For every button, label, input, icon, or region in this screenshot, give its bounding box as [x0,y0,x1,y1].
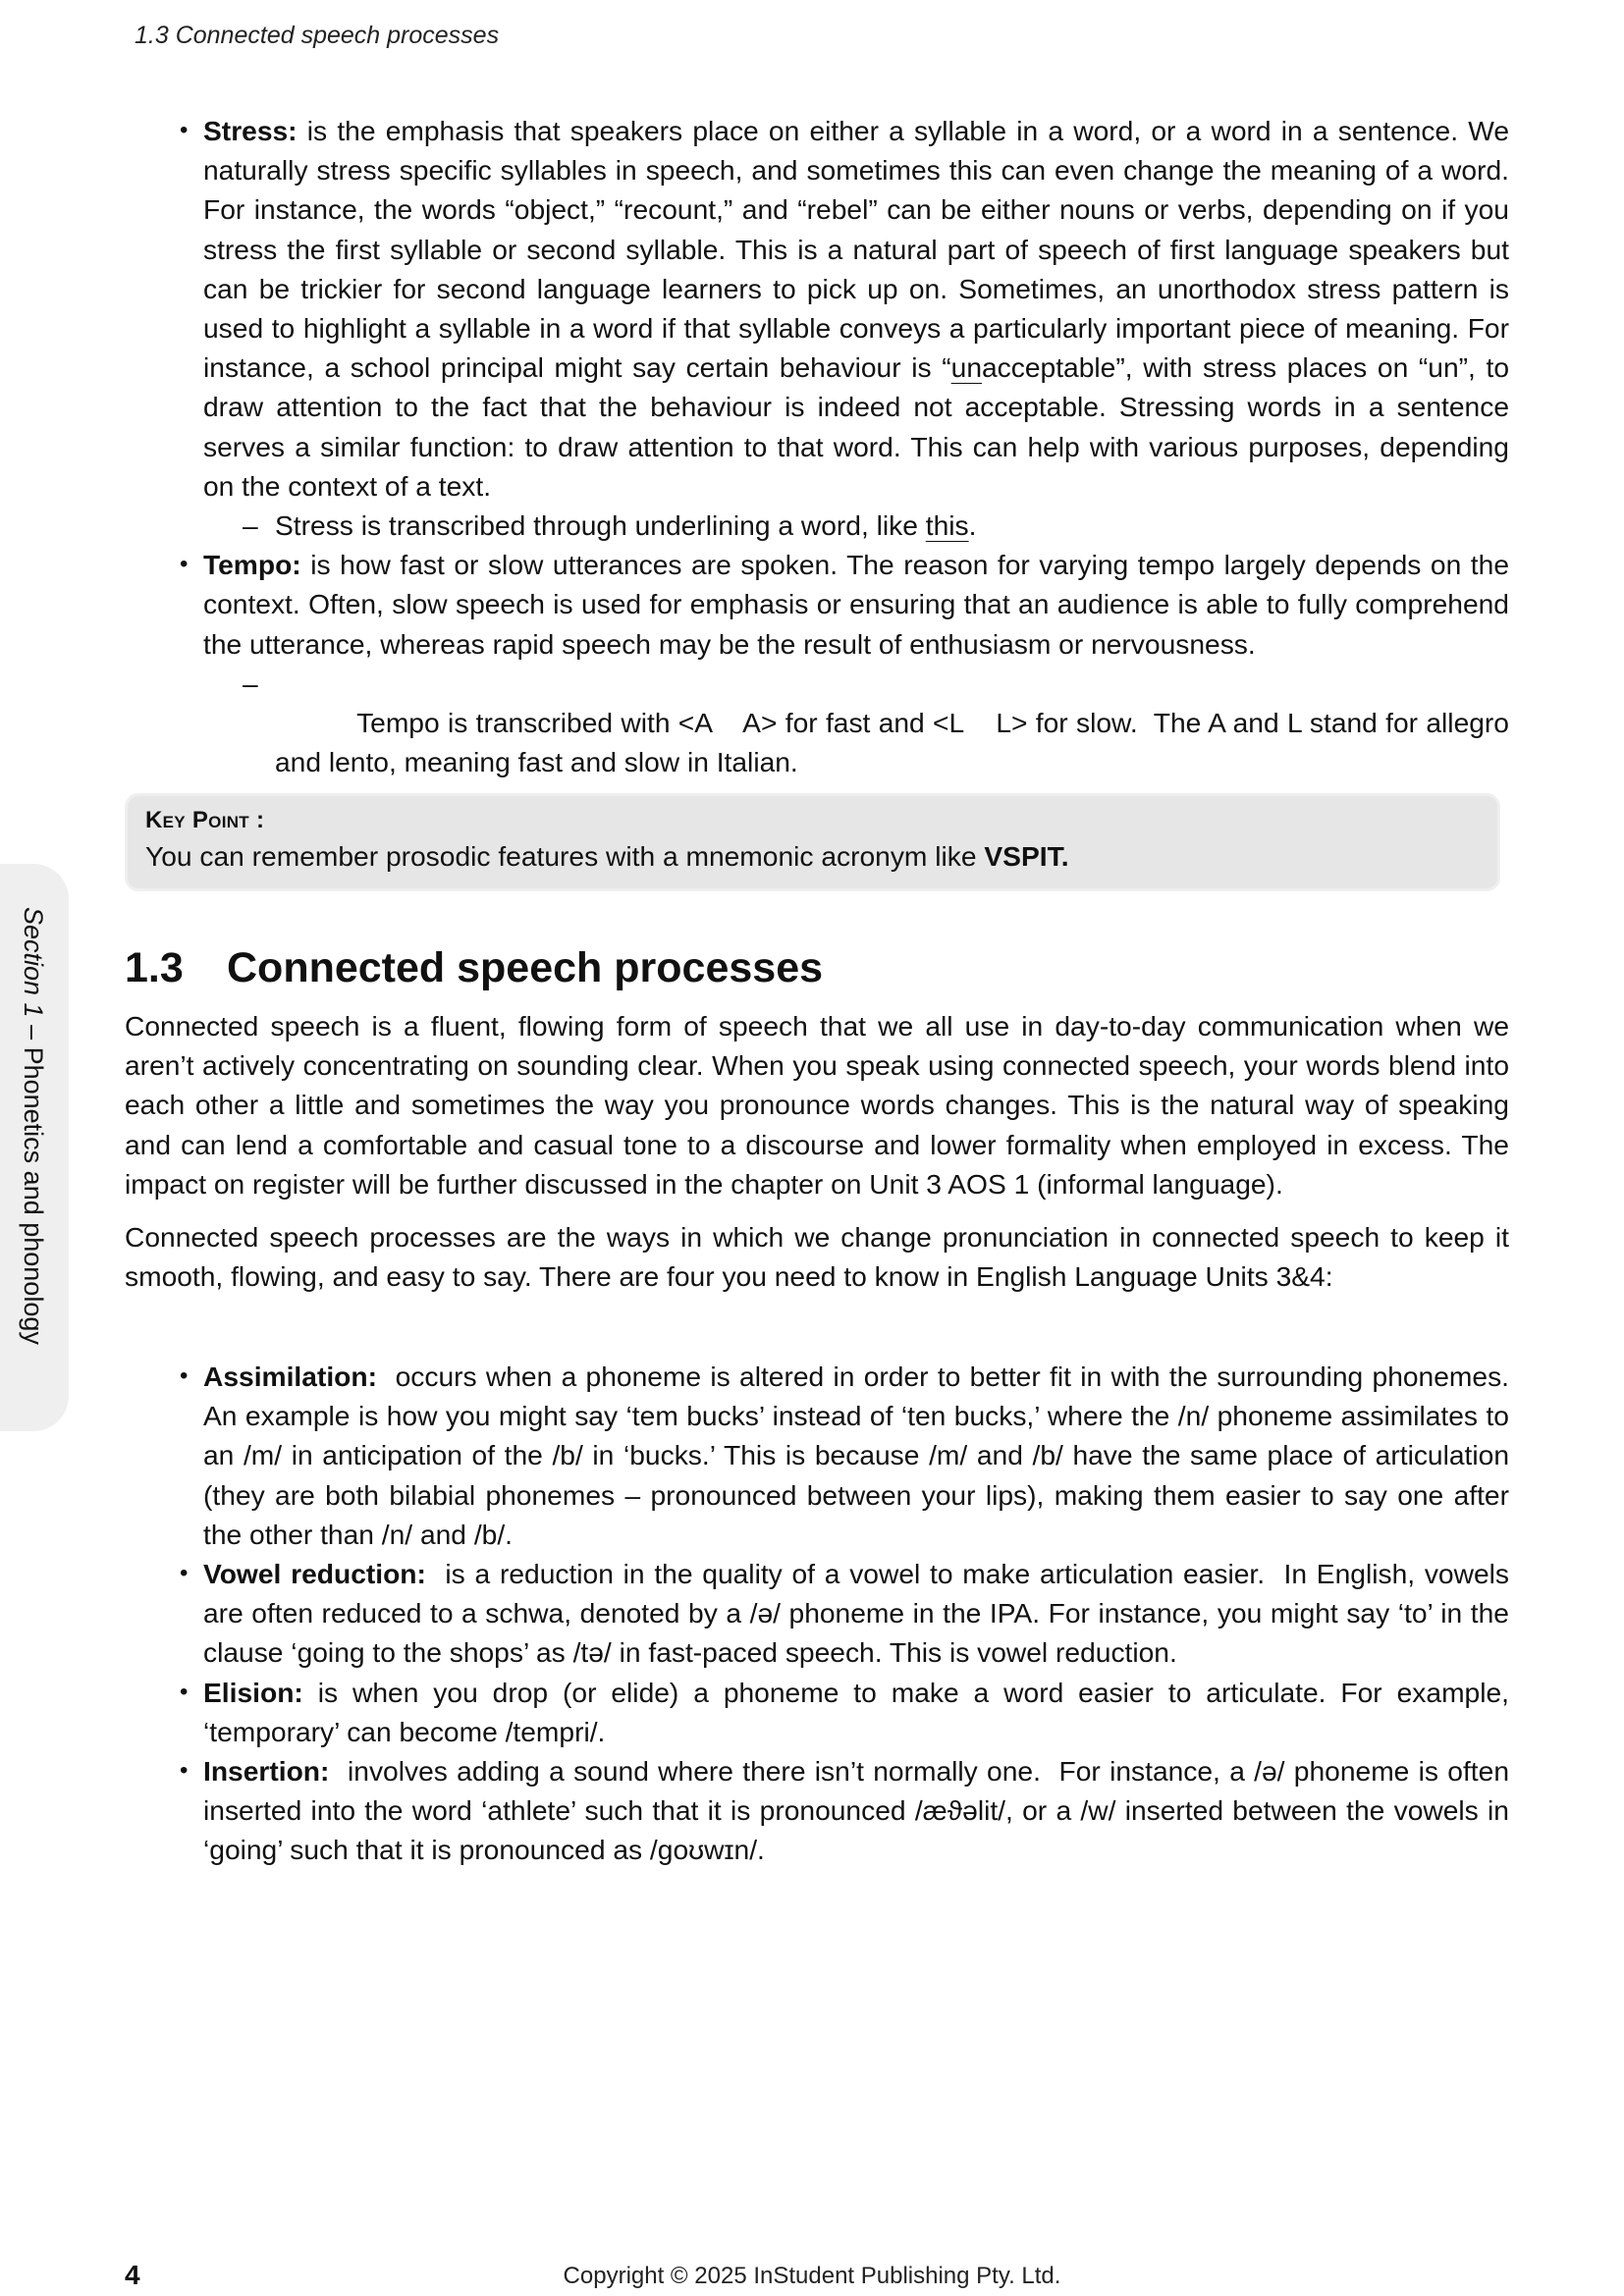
paragraph-processes: Connected speech processes are the ways in which we change pronunciation in connected speech to keep it smooth, flowing, and easy to say. There are four you need to know in English Language Units 3&4: [125,1221,1509,1293]
paragraph-intro: Connected speech is a fluent, flowing form of speech that we all use in day-to-day communication when we aren’t actively concentrating on sounding clear. When you speak using connected speech, your words blend into each other a little and sometimes the way you pronounce words changes. This is the natural way of speaking and can lend a comfortable and casual tone to a discourse and lower formality when employed in excess. The impact on register will be further discussed in the chapter on Unit 3 AOS 1 (informal language). [125,1010,1509,1200]
bullet-icon: • [180,1560,189,1587]
list-item-insertion [125,1751,1517,1870]
page-number: 4 [125,2260,140,2290]
processes-list [125,1357,1525,1870]
assimilation-text: occurs when a phoneme is altered in order to better fit in with the surrounding phonemes. An example is how you might say ‘tem bucks’ instead of ‘ten bucks,’ where the /n/ phoneme assimilates to an /m/ in anticipation of the /b/ in ‘bucks.’ This is because /m/ and /b/ have the same place of articulation (they are both bilabial phonemes – pronounced between your lips), making them easier to say one after the other than /n/ and /b/. [203,1361,1525,1550]
stress-sublist [203,506,1509,545]
key-point-box [125,793,1500,891]
term-vowel-reduction: Vowel reduction: [203,1558,426,1590]
bullet-icon: • [180,1757,189,1785]
dash-icon: – [243,667,258,699]
bullet-icon: • [180,551,189,578]
list-item-assimilation [125,1357,1525,1554]
elision-text: is when you drop (or elide) a phoneme to make a word easier to articulate. For example, ‘temporary’ can become /tempri/. [203,1676,1509,1747]
sub-text: Tempo is transcribed with <A A> for fast and <L L> for slow. The A and L stand for allegro and lento, meaning fast and slow in Italian. [275,707,1517,778]
key-point-title: Key Point : [145,807,265,833]
processes-list-container [125,1357,1525,1870]
term-assimilation: Assimilation: [203,1361,377,1392]
insertion-text: involves adding a sound where there isn’t normally one. For instance, a /ə/ phoneme is often inserted into the word ‘athlete’ such that it is pronounced /æϑəlit/, or a /w/ inserted between the vowels in ‘going’ such that it is pronounced as /goʊwɪn/. [203,1755,1517,1866]
list-item-elision [125,1673,1509,1751]
section-number: 1.3 [125,944,184,991]
term-elision: Elision: [203,1676,303,1708]
section-tab-separator: – [19,1017,48,1047]
running-header: 1.3 Connected speech processes [135,22,500,49]
sub-text: Stress is transcribed through underlining a word, like [275,509,926,542]
list-item-tempo [125,545,1517,821]
section-tab-title: Phonetics and phonology [19,1046,48,1345]
section-side-tab [0,864,69,1431]
vowel-reduction-text: is a reduction in the quality of a vowel to make articulation easier. In English, vowels are often reduced to a schwa, denoted by a /ə/ phoneme in the IPA. For instance, you might say ‘to’ in the clause ‘going to the shops’ as /tə/ in fast-paced speech. This is vowel reduction. [203,1558,1517,1669]
key-point-body: You can remember prosodic features with a mnemonic acronym like [145,840,985,872]
bullet-icon: • [180,117,189,143]
prosody-list-container [125,111,1517,822]
list-item-stress [125,111,1509,545]
dash-icon: – [243,509,258,542]
copyright-notice: Copyright © 2025 InStudent Publishing Pty. Ltd. [563,2263,1061,2289]
list-item-vowel-reduction [125,1554,1517,1673]
prosody-list [125,111,1517,822]
key-point-acronym: VSPIT. [984,840,1069,872]
section-tab-label [18,907,48,1345]
stress-text-2: acceptable”, with stress places on “un”, to draw attention to the fact that the behaviour is indeed not acceptable. Stressing words in a sentence serves a similar function: to draw attention to that word. This can help with various purposes, depending on the context of a text. [203,351,1509,502]
bullet-icon: • [180,1362,189,1389]
section-heading [125,940,823,995]
section-title: Connected speech processes [227,944,824,991]
key-point-text [145,837,1497,875]
term-stress: Stress: [203,115,298,146]
underlined-example: this [925,509,969,542]
tempo-text: is how fast or slow utterances are spoken. The reason for varying tempo largely depends on the context. Often, slow speech is used for emphasis or ensuring that an audience is able to fully comprehend the utterance, whereas rapid speech may be the result of enthusiasm or nervousness. [203,549,1509,660]
section-body [125,1006,1509,1296]
sub-end: . [968,509,977,542]
section-tab-prefix: Section 1 [19,907,48,1018]
bullet-icon: • [180,1678,189,1705]
term-insertion: Insertion: [203,1755,330,1788]
sub-item-stress-transcription [203,506,1509,545]
stressed-syllable: un [950,351,982,384]
term-tempo: Tempo: [203,549,301,581]
stress-text-1: is the emphasis that speakers place on either a syllable in a word, or a word in a sentence. We naturally stress specific syllables in speech, and sometimes this can even change the meaning of a word. For instance, the words “object,” “recount,” and “rebel” can be either nouns or verbs, depending on if you stress the first syllable or second syllable. This is a natural part of speech of first language speakers but can be trickier for second language learners to pick up on. Sometimes, an unorthodox stress pattern is used to highlight a syllable in a word if that syllable conveys a particularly important piece of meaning. For instance, a school principal might say certain behaviour is “ [203,115,1509,384]
